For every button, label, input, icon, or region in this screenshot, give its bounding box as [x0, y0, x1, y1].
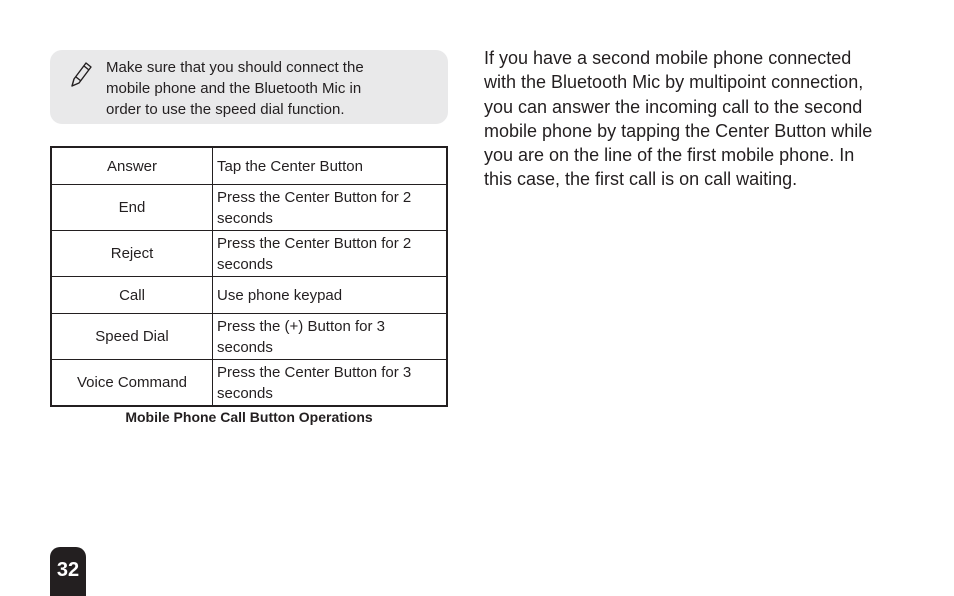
- note-box: [50, 50, 448, 124]
- note-line: mobile phone and the Bluetooth Mic in: [106, 80, 362, 97]
- action-cell: Press the Center Button for 3 seconds: [213, 360, 448, 407]
- operation-cell: Reject: [51, 231, 213, 277]
- action-cell: Tap the Center Button: [213, 147, 448, 185]
- page-number: 32: [50, 547, 86, 596]
- note-line: order to use the speed dial function.: [106, 101, 345, 118]
- table-row: [51, 360, 447, 407]
- operation-cell: Voice Command: [51, 360, 213, 407]
- action-cell: Press the (+) Button for 3 seconds: [213, 314, 448, 360]
- pencil-icon: [68, 59, 94, 89]
- paragraph-line: mobile phone by tapping the Center Button while: [484, 120, 873, 141]
- table-row: [51, 277, 447, 314]
- operation-cell: End: [51, 185, 213, 231]
- paragraph-line: you can answer the incoming call to the second: [484, 96, 863, 117]
- table-row: [51, 147, 447, 185]
- action-cell: Press the Center Button for 2 seconds: [213, 185, 448, 231]
- paragraph-line: If you have a second mobile phone connected: [484, 48, 852, 68]
- operation-cell: Answer: [51, 147, 213, 185]
- operation-cell: Call: [51, 277, 213, 314]
- call-operations-table: [50, 146, 448, 407]
- action-cell: Use phone keypad: [213, 277, 448, 314]
- table-row: [51, 314, 447, 360]
- body-paragraph: [484, 46, 894, 192]
- note-text: [106, 57, 436, 120]
- table-row: [51, 231, 447, 277]
- paragraph-line: with the Bluetooth Mic by multipoint connection,: [484, 72, 864, 93]
- paragraph-line: you are on the line of the first mobile phone. In: [484, 145, 855, 166]
- note-line: Make sure that you should connect the: [106, 59, 364, 76]
- action-cell: Press the Center Button for 2 seconds: [213, 231, 448, 277]
- paragraph-line: this case, the first call is on call waiting.: [484, 169, 798, 190]
- operation-cell: Speed Dial: [51, 314, 213, 360]
- table-caption: Mobile Phone Call Button Operations: [125, 409, 373, 425]
- table-row: [51, 185, 447, 231]
